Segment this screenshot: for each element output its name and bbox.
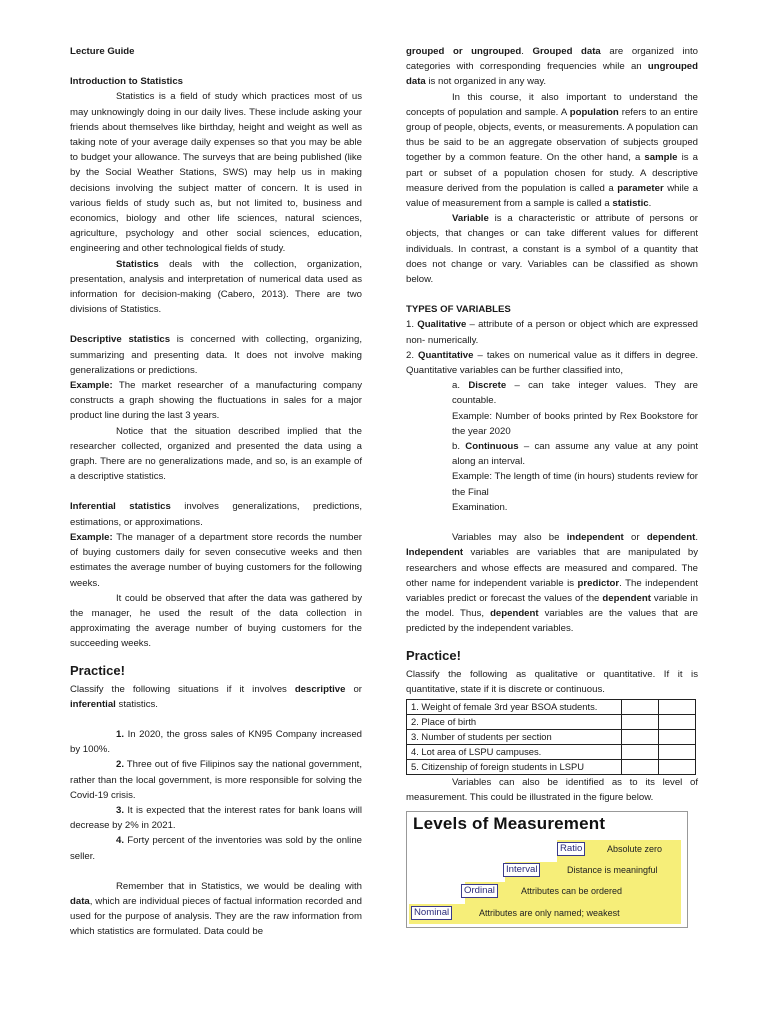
- continuous-keyword: Continuous: [465, 441, 519, 453]
- continuous-example: Example: The length of time (in hours) students review for the Final: [452, 471, 698, 498]
- grouped-text: .: [521, 46, 533, 57]
- descriptive-text: is concerned with collecting, organizing, summarizing and presenting data. It does not involve making generalizations or predictions.: [70, 334, 363, 376]
- statistics-definition-text: deals with the collection, organization, presentation, analysis and interpretation of numerical data used as information for decision-making (Cabero, 2013). There are two divisions of Statistics.: [70, 258, 362, 316]
- intro-heading: Introduction to Statistics: [70, 76, 183, 88]
- level-label-ordinal: Ordinal: [461, 884, 498, 898]
- practice-intro-text: Classify the following situations if it involves: [70, 683, 295, 695]
- practice-item: [70, 833, 362, 863]
- discrete-text: – can take integer values. They are countable.: [452, 380, 698, 407]
- independent-paragraph: [406, 530, 698, 636]
- practice-intro: [70, 682, 362, 712]
- continuous-example-end: Examination.: [452, 501, 508, 513]
- population-keyword: population: [569, 106, 619, 118]
- population-text: refers to an entire group of people, objects, events, or measurements. A population can thus be said to be an aggregate observation of subjects grouped together by a common feature. On the other hand, a: [406, 106, 699, 164]
- table-cell: 4. Lot area of LSPU campuses.: [407, 744, 622, 759]
- answer-cell[interactable]: [622, 699, 659, 714]
- remember-paragraph: [70, 879, 362, 940]
- variable-text: is a characteristic or attribute of persons or objects, that changes or can take different values for different individuals. In contrast, a constant is a symbol of a quantity that does not change or vary. Variables can be classified as shown below.: [406, 213, 698, 286]
- answer-cell[interactable]: [622, 744, 659, 759]
- independent-text: Variables may also be: [452, 532, 567, 544]
- remember-text: Remember that in Statistics, we would be dealing with: [116, 880, 362, 892]
- level-desc-interval: Distance is meaningful: [567, 865, 658, 876]
- continuous-item: [452, 439, 698, 469]
- variable-keyword: Variable: [452, 213, 489, 225]
- level-desc-ratio: Absolute zero: [607, 844, 663, 855]
- answer-cell[interactable]: [622, 759, 659, 774]
- statistics-term: Statistics: [116, 258, 159, 270]
- level-label-nominal: Nominal: [411, 906, 452, 920]
- example-label: Example:: [70, 380, 113, 392]
- population-text: is a part or subset of a population chosen for study. A descriptive measure derived from the population is called a: [406, 152, 698, 194]
- answer-cell[interactable]: [659, 744, 696, 759]
- independent-text: variables are variables that are manipulated by researchers and whose effects are measured and compared. The other name for independent variable is: [406, 547, 698, 589]
- item-number: 2.: [116, 759, 125, 771]
- descriptive-definition: [70, 332, 362, 378]
- level-desc-nominal: Attributes are only named; weakest: [479, 908, 620, 919]
- independent-keyword: independent: [566, 532, 624, 544]
- right-column: [406, 44, 698, 928]
- qualitative-keyword: Qualitative: [417, 319, 467, 331]
- practice-item: [70, 727, 362, 757]
- descriptive-term: Descriptive statistics: [70, 334, 171, 346]
- item-number: 1.: [406, 319, 418, 331]
- dependent-keyword: dependent: [646, 532, 696, 544]
- practice-intro: Classify the following as qualitative or quantitative. If it is quantitative, state if it is discrete or continuous.: [406, 668, 698, 695]
- grouped-text: is not organized in any way.: [425, 76, 547, 88]
- dependent-keyword: dependent: [602, 592, 651, 604]
- quantitative-text: – takes on numerical value as it differs in degree. Quantitative variables can be further classified into,: [406, 349, 698, 377]
- classification-table: [406, 699, 696, 775]
- answer-cell[interactable]: [659, 759, 696, 774]
- independent-text: .: [695, 532, 698, 544]
- population-text: .: [648, 198, 652, 210]
- practice-item: [70, 757, 362, 803]
- left-column: [70, 44, 362, 940]
- practice-title: Practice!: [70, 662, 125, 678]
- discrete-keyword: Discrete: [468, 380, 507, 392]
- continuous-text: – can assume any value at any point along an interval.: [452, 441, 698, 468]
- item-number: 3.: [116, 804, 125, 816]
- practice-intro-text: or: [345, 683, 362, 695]
- statistics-definition: [70, 257, 362, 318]
- inferential-keyword: inferential: [70, 698, 116, 710]
- answer-cell[interactable]: [659, 699, 696, 714]
- descriptive-example: [70, 378, 362, 424]
- table-cell: 5. Citizenship of foreign students in LSPU: [407, 759, 622, 774]
- grouped-paragraph: [406, 44, 698, 90]
- quantitative-keyword: Quantitative: [418, 349, 474, 361]
- inferential-definition: [70, 499, 362, 529]
- figure-title: Levels of Measurement: [413, 814, 606, 834]
- discrete-example: Example: Number of books printed by Rex Bookstore for the year 2020: [452, 410, 698, 437]
- item-number: 4.: [116, 835, 125, 847]
- table-cell: 2. Place of birth: [407, 714, 622, 729]
- inferential-term: Inferential statistics: [70, 501, 171, 513]
- grouped-data-keyword: Grouped data: [532, 46, 601, 57]
- inferential-example-text: The manager of a department store records the number of buying customers daily for seven consecutive weeks and then estimates the average number of buying customers for the following weeks.: [70, 531, 362, 589]
- inferential-text: involves generalizations, predictions, estimations, or approximations.: [70, 501, 363, 528]
- parameter-keyword: parameter: [617, 182, 664, 194]
- grouped-text: are organized into categories with corresponding frequencies while an: [406, 46, 699, 73]
- table-cell: 1. Weight of female 3rd year BSOA students.: [407, 699, 622, 714]
- inferential-example: [70, 530, 362, 591]
- item-number: 1.: [116, 728, 125, 740]
- grouped-keyword: grouped or ungrouped: [406, 46, 522, 57]
- ungrouped-data-keyword: ungrouped data: [406, 61, 698, 88]
- item-text: Three out of five Filipinos say the national government, rather than the local government, is more responsible for solving the Covid-19 crisis.: [70, 759, 362, 801]
- qualitative-text: – attribute of a person or object which are expressed non- numerically.: [406, 319, 698, 346]
- item-text: Forty percent of the inventories was sold by the online seller.: [70, 835, 362, 862]
- level-label-interval: Interval: [503, 863, 540, 877]
- independent-text: variables are the values that are predicted by the independent variables.: [406, 608, 698, 635]
- answer-cell[interactable]: [659, 729, 696, 744]
- level-desc-ordinal: Attributes can be ordered: [521, 886, 623, 897]
- table-cell: 3. Number of students per section: [407, 729, 622, 744]
- item-text: In 2020, the gross sales of KN95 Company increased by 100%.: [70, 728, 362, 756]
- item-letter: b.: [452, 441, 466, 453]
- example-label: Example:: [70, 531, 113, 543]
- descriptive-example-text: The market researcher of a manufacturing company constructs a graph showing the fluctuations in sales for a major product line during the last 3 years.: [70, 380, 362, 422]
- population-paragraph: [406, 90, 698, 212]
- inferential-observe: It could be observed that after the data was gathered by the manager, he used the result of the data collection in approximating the average number of buying customers for the succeeding weeks.: [70, 592, 362, 650]
- table-row: [407, 729, 696, 744]
- dependent-keyword: dependent: [490, 608, 539, 620]
- types-heading: TYPES OF VARIABLES: [406, 304, 511, 316]
- independent-keyword: Independent: [406, 547, 464, 559]
- practice-item: [70, 803, 362, 833]
- independent-text: . The independent variables predict or forecast the values of the: [406, 577, 699, 604]
- independent-text: or: [623, 532, 647, 544]
- table-row: [407, 744, 696, 759]
- variable-paragraph: [406, 211, 698, 287]
- discrete-item: [452, 378, 698, 408]
- item-number: 2.: [406, 349, 419, 361]
- item-text: It is expected that the interest rates for bank loans will decrease by 2% in 2021.: [70, 804, 362, 832]
- statistic-keyword: statistic: [612, 198, 649, 210]
- quantitative-subtypes: [406, 378, 698, 515]
- remember-text: , which are individual pieces of factual information recorded and used for the purpose of analysis. They are the raw information from which statistics are formulated. Data could be: [70, 895, 362, 938]
- levels-paragraph: Variables can also be identified as to its level of measurement. This could be illustrated in the figure below.: [406, 776, 698, 804]
- table-row: [407, 759, 696, 774]
- data-keyword: data: [70, 895, 90, 907]
- sample-keyword: sample: [644, 152, 678, 164]
- item-letter: a.: [452, 380, 469, 392]
- practice-title: Practice!: [406, 647, 461, 663]
- intro-paragraph: Statistics is a field of study which practices most of us may unknowingly doing in our daily lives. These include asking your friends about themselves like birthday, height and weight as well as taking note of your average daily expenses so that you may be able to budget your allowance. The surveys that are being published (like by the Social Weather Stations, SWS) may help us in making decisions involving the subject matter of concern. It is used in various fields of study such as, but not limited to, business and economics, biology and other life sciences, natural sciences, agriculture, psychology and other social sciences, education, engineering and other technological fields of study.: [70, 91, 362, 255]
- descriptive-keyword: descriptive: [294, 683, 346, 695]
- table-row: [407, 714, 696, 729]
- predictor-keyword: predictor: [577, 577, 620, 589]
- level-label-ratio: Ratio: [557, 842, 585, 856]
- answer-cell[interactable]: [659, 714, 696, 729]
- table-row: [407, 699, 696, 714]
- independent-text: variable in the model. Thus,: [406, 592, 699, 620]
- answer-cell[interactable]: [622, 729, 659, 744]
- qualitative-item: [406, 317, 698, 347]
- population-text: while a value of measurement from a sample is called a: [406, 182, 698, 210]
- levels-of-measurement-figure: [406, 811, 688, 928]
- descriptive-notice: Notice that the situation described implied that the researcher collected, organized and presented the data using a graph. There are no generalizations made, and so, is an example of a descriptive statistics.: [70, 425, 362, 483]
- answer-cell[interactable]: [622, 714, 659, 729]
- lecture-guide-heading: Lecture Guide: [70, 46, 135, 57]
- population-text: In this course, it also important to understand the concepts of population and sample. A: [406, 91, 698, 118]
- quantitative-item: [406, 348, 698, 378]
- practice-intro-text: statistics.: [115, 698, 158, 710]
